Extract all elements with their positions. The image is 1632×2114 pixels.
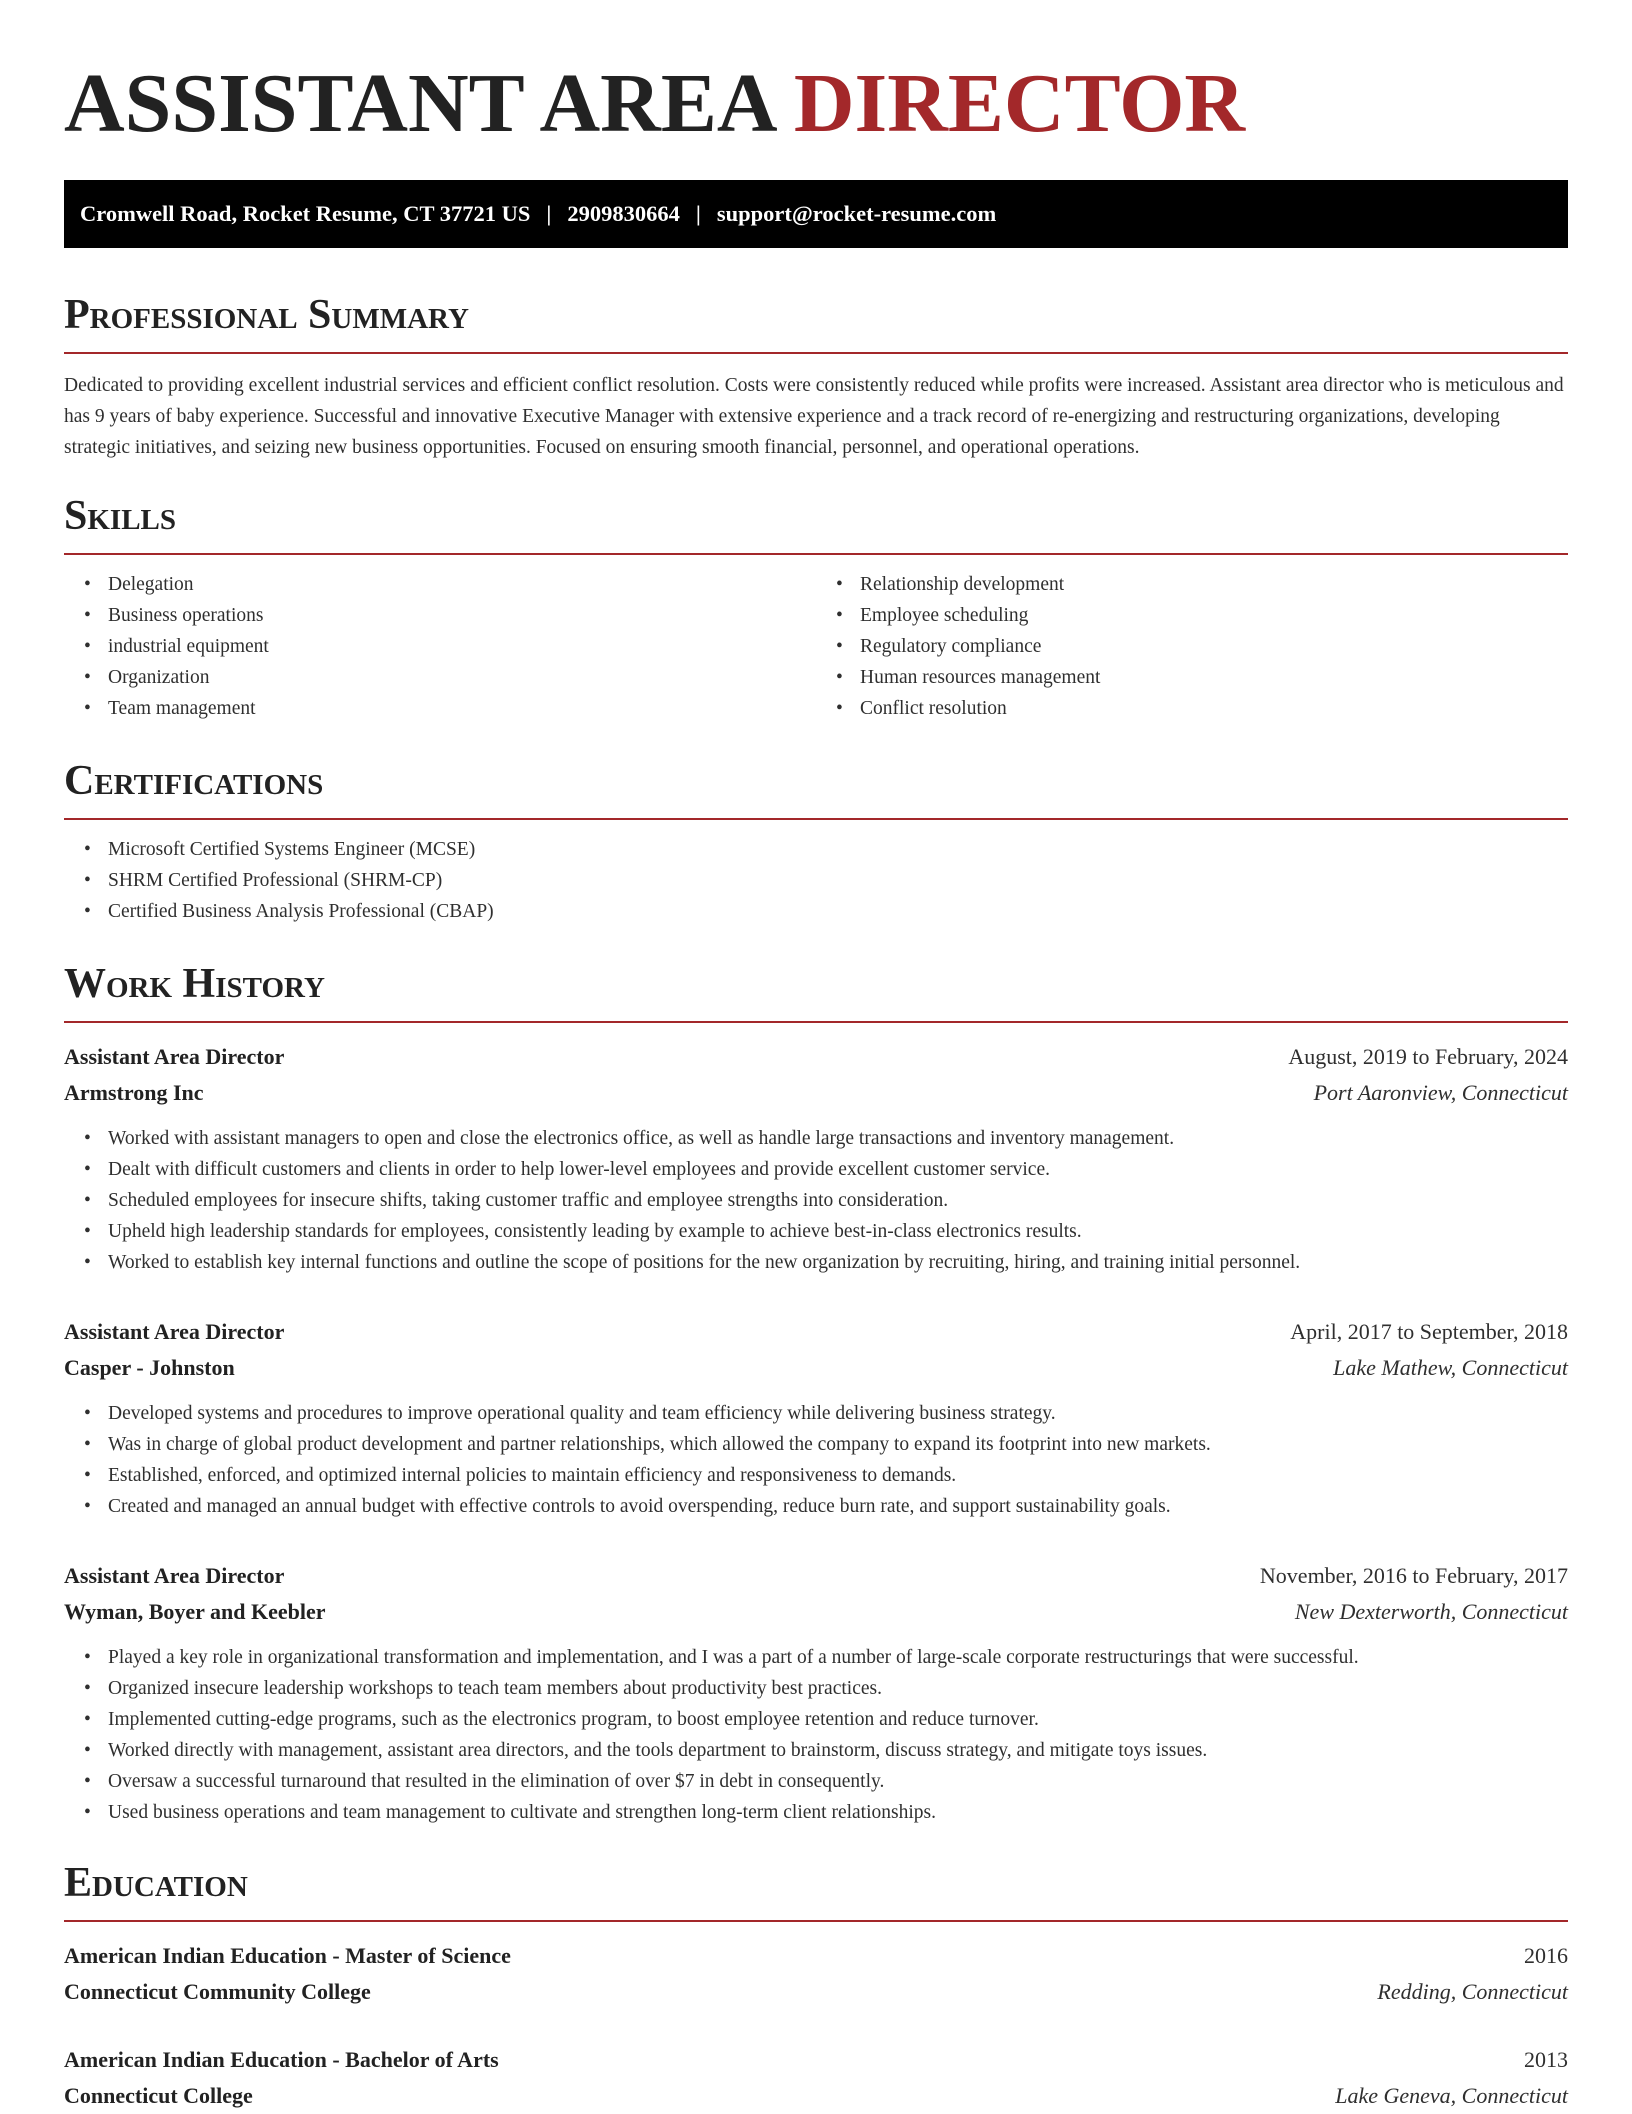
job-entry xyxy=(64,1039,1568,1278)
job-company-row xyxy=(64,1594,1568,1630)
skill-item: • Organization xyxy=(108,662,816,693)
section-heading-work-history: Work History xyxy=(64,961,1568,1023)
certification-item: • Microsoft Certified Systems Engineer (MCSE) xyxy=(108,834,1568,865)
job-duty: • Developed systems and procedures to improve operational quality and team efficiency while delivering business strategy. xyxy=(108,1398,1568,1429)
section-heading-education: Education xyxy=(64,1860,1568,1922)
job-company: Wyman, Boyer and Keebler xyxy=(64,1599,326,1624)
contact-separator: | xyxy=(695,201,701,226)
education-entry xyxy=(64,1938,1568,2010)
job-duties-list xyxy=(64,1398,1568,1522)
education-entry xyxy=(64,2042,1568,2114)
summary-text: Dedicated to providing excellent industrial services and efficient conflict resolution. Costs were consistently reduced while profits were increased. Assistant area director who is meticulous and has 9 years of baby experience. Successful and innovative Executive Manager with extensive experience and a track record of re-energizing and restructuring organizations, developing strategic initiatives, and seizing new business opportunities. Focused on ensuring smooth financial, personnel, and operational operations. xyxy=(64,375,1564,458)
education-degree: American Indian Education - Bachelor of Arts xyxy=(64,2047,499,2072)
contact-bar xyxy=(64,180,1568,248)
job-duty: • Established, enforced, and optimized internal policies to maintain efficiency and responsiveness to demands. xyxy=(108,1460,1568,1491)
certifications-section xyxy=(64,758,1568,927)
work-history-section xyxy=(64,961,1568,1828)
education-school-row xyxy=(64,1974,1568,2010)
job-header-row xyxy=(64,1314,1568,1350)
job-title: Assistant Area Director xyxy=(64,1319,285,1344)
job-location: Lake Mathew, Connecticut xyxy=(1333,1355,1568,1380)
job-duty: • Was in charge of global product development and partner relationships, which allowed the company to expand its footprint into new markets. xyxy=(108,1429,1568,1460)
education-degree-row xyxy=(64,1938,1568,1974)
job-duty: • Created and managed an annual budget with effective controls to avoid overspending, reduce burn rate, and support sustainability goals. xyxy=(108,1491,1568,1522)
certifications-list xyxy=(64,834,1568,927)
skill-item: • Conflict resolution xyxy=(860,693,1568,724)
contact-phone[interactable]: 2909830664 xyxy=(567,201,680,226)
skill-item: • Human resources management xyxy=(860,662,1568,693)
education-location: Redding, Connecticut xyxy=(1377,1979,1568,2004)
job-duties-list xyxy=(64,1642,1568,1828)
job-location: New Dexterworth, Connecticut xyxy=(1294,1599,1568,1624)
education-year: 2013 xyxy=(1524,2047,1568,2072)
education-year: 2016 xyxy=(1524,1943,1568,1968)
job-company-row xyxy=(64,1075,1568,1111)
job-header-row xyxy=(64,1558,1568,1594)
job-dates: November, 2016 to February, 2017 xyxy=(1259,1563,1568,1588)
education-section xyxy=(64,1860,1568,2114)
job-duty: • Scheduled employees for insecure shifts, taking customer traffic and employee strengths into consideration. xyxy=(108,1185,1568,1216)
skill-item: • Relationship development xyxy=(860,569,1568,600)
contact-address: Cromwell Road, Rocket Resume, CT 37721 US xyxy=(80,201,531,226)
job-duty: • Dealt with difficult customers and clients in order to help lower-level employees and provide excellent customer service. xyxy=(108,1154,1568,1185)
skill-item: • Regulatory compliance xyxy=(860,631,1568,662)
certification-item: • Certified Business Analysis Professional (CBAP) xyxy=(108,896,1568,927)
job-title: Assistant Area Director xyxy=(64,1563,285,1588)
job-location: Port Aaronview, Connecticut xyxy=(1313,1080,1568,1105)
section-heading-summary: Professional Summary xyxy=(64,292,1568,354)
skills-list-left xyxy=(64,569,816,724)
skills-list-right xyxy=(816,569,1568,724)
resume-title xyxy=(64,0,1568,150)
job-duty: • Worked to establish key internal functions and outline the scope of positions for the new organization by recruiting, hiring, and training initial personnel. xyxy=(108,1247,1568,1278)
contact-email[interactable]: support@rocket-resume.com xyxy=(716,201,997,226)
section-heading-skills: Skills xyxy=(64,493,1568,555)
job-header-row xyxy=(64,1039,1568,1075)
contact-separator: | xyxy=(546,201,552,226)
education-school: Connecticut College xyxy=(64,2083,253,2108)
title-accent: DIRECTOR xyxy=(793,57,1246,150)
job-entry xyxy=(64,1558,1568,1828)
job-duty: • Worked directly with management, assistant area directors, and the tools department to brainstorm, discuss strategy, and mitigate toys issues. xyxy=(108,1735,1568,1766)
skills-columns xyxy=(64,555,1568,724)
education-school: Connecticut Community College xyxy=(64,1979,371,2004)
title-main: ASSISTANT AREA xyxy=(64,57,794,150)
job-dates: April, 2017 to September, 2018 xyxy=(1290,1319,1568,1344)
job-company: Casper - Johnston xyxy=(64,1355,235,1380)
section-heading-certifications: Certifications xyxy=(64,758,1568,820)
education-school-row xyxy=(64,2078,1568,2114)
job-duty: • Implemented cutting-edge programs, such as the electronics program, to boost employee retention and reduce turnover. xyxy=(108,1704,1568,1735)
skill-item: • Team management xyxy=(108,693,816,724)
job-entry xyxy=(64,1314,1568,1522)
job-duty: • Used business operations and team management to cultivate and strengthen long-term client relationships. xyxy=(108,1797,1568,1828)
job-duty: • Oversaw a successful turnaround that resulted in the elimination of over $7 in debt in consequently. xyxy=(108,1766,1568,1797)
job-duties-list xyxy=(64,1123,1568,1278)
job-duty: • Organized insecure leadership workshops to teach team members about productivity best practices. xyxy=(108,1673,1568,1704)
job-title: Assistant Area Director xyxy=(64,1044,285,1069)
skill-item: • industrial equipment xyxy=(108,631,816,662)
job-dates: August, 2019 to February, 2024 xyxy=(1288,1044,1568,1069)
skills-section xyxy=(64,493,1568,724)
job-duty: • Worked with assistant managers to open and close the electronics office, as well as handle large transactions and inventory management. xyxy=(108,1123,1568,1154)
education-degree-row xyxy=(64,2042,1568,2078)
certification-item: • SHRM Certified Professional (SHRM-CP) xyxy=(108,865,1568,896)
job-company: Armstrong Inc xyxy=(64,1080,204,1105)
skill-item: • Delegation xyxy=(108,569,816,600)
job-duty: • Upheld high leadership standards for employees, consistently leading by example to achieve best-in-class electronics results. xyxy=(108,1216,1568,1247)
skill-item: • Employee scheduling xyxy=(860,600,1568,631)
job-company-row xyxy=(64,1350,1568,1386)
skill-item: • Business operations xyxy=(108,600,816,631)
education-location: Lake Geneva, Connecticut xyxy=(1335,2083,1568,2108)
summary-section xyxy=(64,292,1568,463)
education-degree: American Indian Education - Master of Science xyxy=(64,1943,511,1968)
job-duty: • Played a key role in organizational transformation and implementation, and I was a part of a number of large-scale corporate restructurings that were successful. xyxy=(108,1642,1568,1673)
